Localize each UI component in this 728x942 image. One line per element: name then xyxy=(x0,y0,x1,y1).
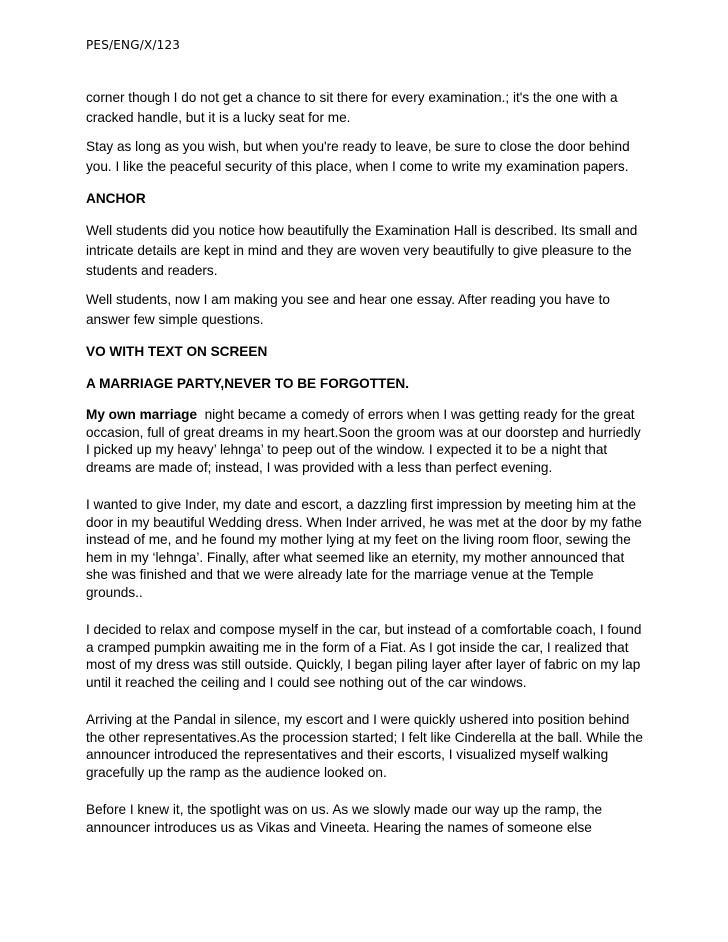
essay-title: A MARRIAGE PARTY,NEVER TO BE FORGOTTEN. xyxy=(86,376,409,391)
essay-paragraph-3: I decided to relax and compose myself in the car, but instead of a comfortable coach, I found a cramped pumpkin awaiting me in the form of a Fiat. As I got inside the car, I realized that most of my dress was still outside. Quickly, I began piling layer after layer of fabric on my lap until it reached the ceiling and I could see nothing out of the car windows. xyxy=(86,622,642,690)
paragraph-anchor-2: Well students, now I am making you see and hear one essay. After reading you have to answer few simple questions. xyxy=(86,292,610,327)
essay-body xyxy=(86,406,646,836)
essay-paragraph-1-text: night became a comedy of errors when I was getting ready for the great occasion, full of great dreams in my heart.Soon the groom was at our doorstep and hurriedly I picked up my heavy’ lehnga’ to peep out of the window. I expected it to be a night that dreams are made of; instead, I was provided with a less than perfect evening. xyxy=(86,407,645,475)
document-body xyxy=(86,88,646,836)
paragraph-intro-1: corner though I do not get a chance to sit there for every examination.; it's the one with a cracked handle, but it is a lucky seat for me. xyxy=(86,90,618,125)
page-header-code: PES/ENG/X/123 xyxy=(86,38,181,52)
heading-anchor: ANCHOR xyxy=(86,191,146,206)
essay-lead-bold: My own marriage xyxy=(86,407,198,422)
heading-vo: VO WITH TEXT ON SCREEN xyxy=(86,344,268,359)
paragraph-anchor-1: Well students did you notice how beautifully the Examination Hall is described. Its small and intricate details are kept in mind and they are woven very beautifully to give pleasure to the students and readers. xyxy=(86,223,638,278)
essay-paragraph-1 xyxy=(86,406,646,476)
essay-paragraph-2: I wanted to give Inder, my date and escort, a dazzling first impression by meeting him at the door in my beautiful Wedding dress. When Inder arrived, he was met at the door by my fathe instead of me, and he found my mother lying at my feet on the living room floor, sewing the hem in my ‘lehnga’. Finally, after what seemed like an eternity, my mother announced that she was finished and that we were already late for the marriage venue at the Temple grounds.. xyxy=(86,497,642,600)
essay-paragraph-5: Before I knew it, the spotlight was on us. As we slowly made our way up the ramp, the announcer introduces us as Vikas and Vineeta. Hearing the names of someone else xyxy=(86,802,603,835)
paragraph-intro-2: Stay as long as you wish, but when you're ready to leave, be sure to close the door behind you. I like the peaceful security of this place, when I come to write my examination papers. xyxy=(86,139,630,174)
essay-paragraph-4: Arriving at the Pandal in silence, my escort and I were quickly ushered into position behind the other representatives.As the procession started; I felt like Cinderella at the ball. While the announcer introduced the representatives and their escorts, I visualized myself walking gracefully up the ramp as the audience looked on. xyxy=(86,712,643,780)
